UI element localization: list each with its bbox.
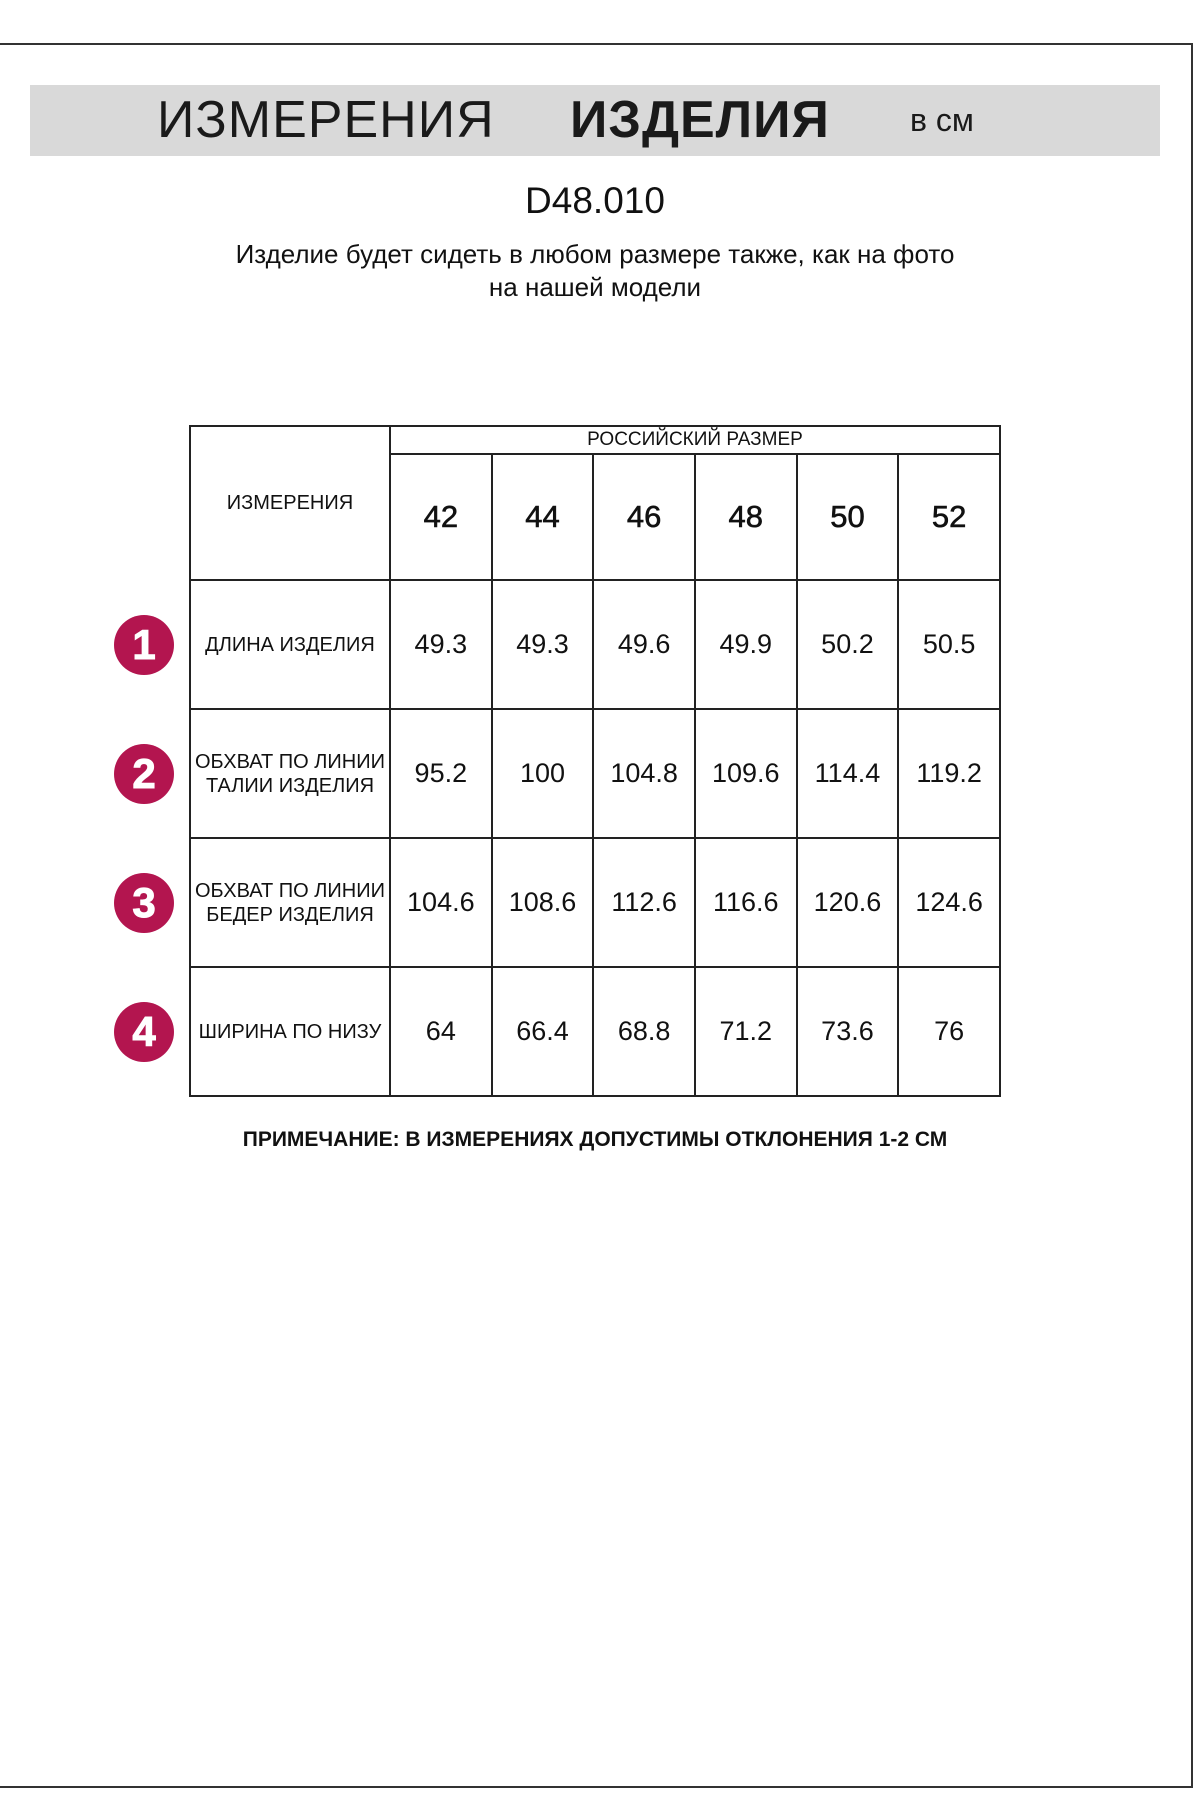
table-cell: 49.3: [492, 580, 594, 709]
size-header: 46: [593, 454, 695, 580]
table-cell: 68.8: [593, 967, 695, 1096]
size-header: 44: [492, 454, 594, 580]
table-row: [190, 967, 1000, 1096]
table-cell: 50.2: [797, 580, 899, 709]
row-number-badge-4: 4: [114, 1002, 174, 1062]
table-cell: 108.6: [492, 838, 594, 967]
table-row: [190, 709, 1000, 838]
product-code: D48.010: [525, 180, 665, 221]
table-row: [190, 580, 1000, 709]
table-row: [190, 838, 1000, 967]
table-cell: 49.6: [593, 580, 695, 709]
subtitle-line-1: Изделие будет сидеть в любом размере также, как на фото: [235, 239, 955, 269]
table-cell: 116.6: [695, 838, 797, 967]
row-label: ОБХВАТ ПО ЛИНИИ ТАЛИИ ИЗДЕЛИЯ: [190, 709, 390, 838]
table-cell: 66.4: [492, 967, 594, 1096]
title-bar: [30, 85, 1160, 156]
table-cell: 120.6: [797, 838, 899, 967]
table-cell: 76: [898, 967, 1000, 1096]
table-cell: 112.6: [593, 838, 695, 967]
table-cell: 64: [390, 967, 492, 1096]
table-cell: 119.2: [898, 709, 1000, 838]
size-table: [189, 425, 1001, 1097]
row-number-badge-2: 2: [114, 744, 174, 804]
size-header: 48: [695, 454, 797, 580]
title-measurements: ИЗМЕРЕНИЯ: [157, 91, 495, 149]
table-cell: 104.8: [593, 709, 695, 838]
table-cell: 49.9: [695, 580, 797, 709]
title-unit: в см: [910, 102, 974, 138]
size-header: 52: [898, 454, 1000, 580]
title-product: ИЗДЕЛИЯ: [570, 91, 830, 149]
row-label: ШИРИНА ПО НИЗУ: [190, 967, 390, 1096]
table-cell: 50.5: [898, 580, 1000, 709]
table-cell: 124.6: [898, 838, 1000, 967]
table-cell: 100: [492, 709, 594, 838]
size-group-header: РОССИЙСКИЙ РАЗМЕР: [390, 426, 1000, 454]
row-label: ДЛИНА ИЗДЕЛИЯ: [190, 580, 390, 709]
table-cell: 73.6: [797, 967, 899, 1096]
table-cell: 49.3: [390, 580, 492, 709]
row-number-badge-1: 1: [114, 615, 174, 675]
table-cell: 71.2: [695, 967, 797, 1096]
size-header: 50: [797, 454, 899, 580]
table-cell: 95.2: [390, 709, 492, 838]
size-header: 42: [390, 454, 492, 580]
table-cell: 109.6: [695, 709, 797, 838]
row-number-badge-3: 3: [114, 873, 174, 933]
row-label: ОБХВАТ ПО ЛИНИИ БЕДЕР ИЗДЕЛИЯ: [190, 838, 390, 967]
footnote: ПРИМЕЧАНИЕ: В ИЗМЕРЕНИЯХ ДОПУСТИМЫ ОТКЛОНЕНИЯ 1-2 СМ: [242, 1128, 948, 1151]
table-cell: 104.6: [390, 838, 492, 967]
subtitle: [0, 238, 1190, 304]
table-cell: 114.4: [797, 709, 899, 838]
subtitle-line-2: на нашей модели: [488, 272, 702, 302]
table-label-header: ИЗМЕРЕНИЯ: [190, 426, 390, 580]
